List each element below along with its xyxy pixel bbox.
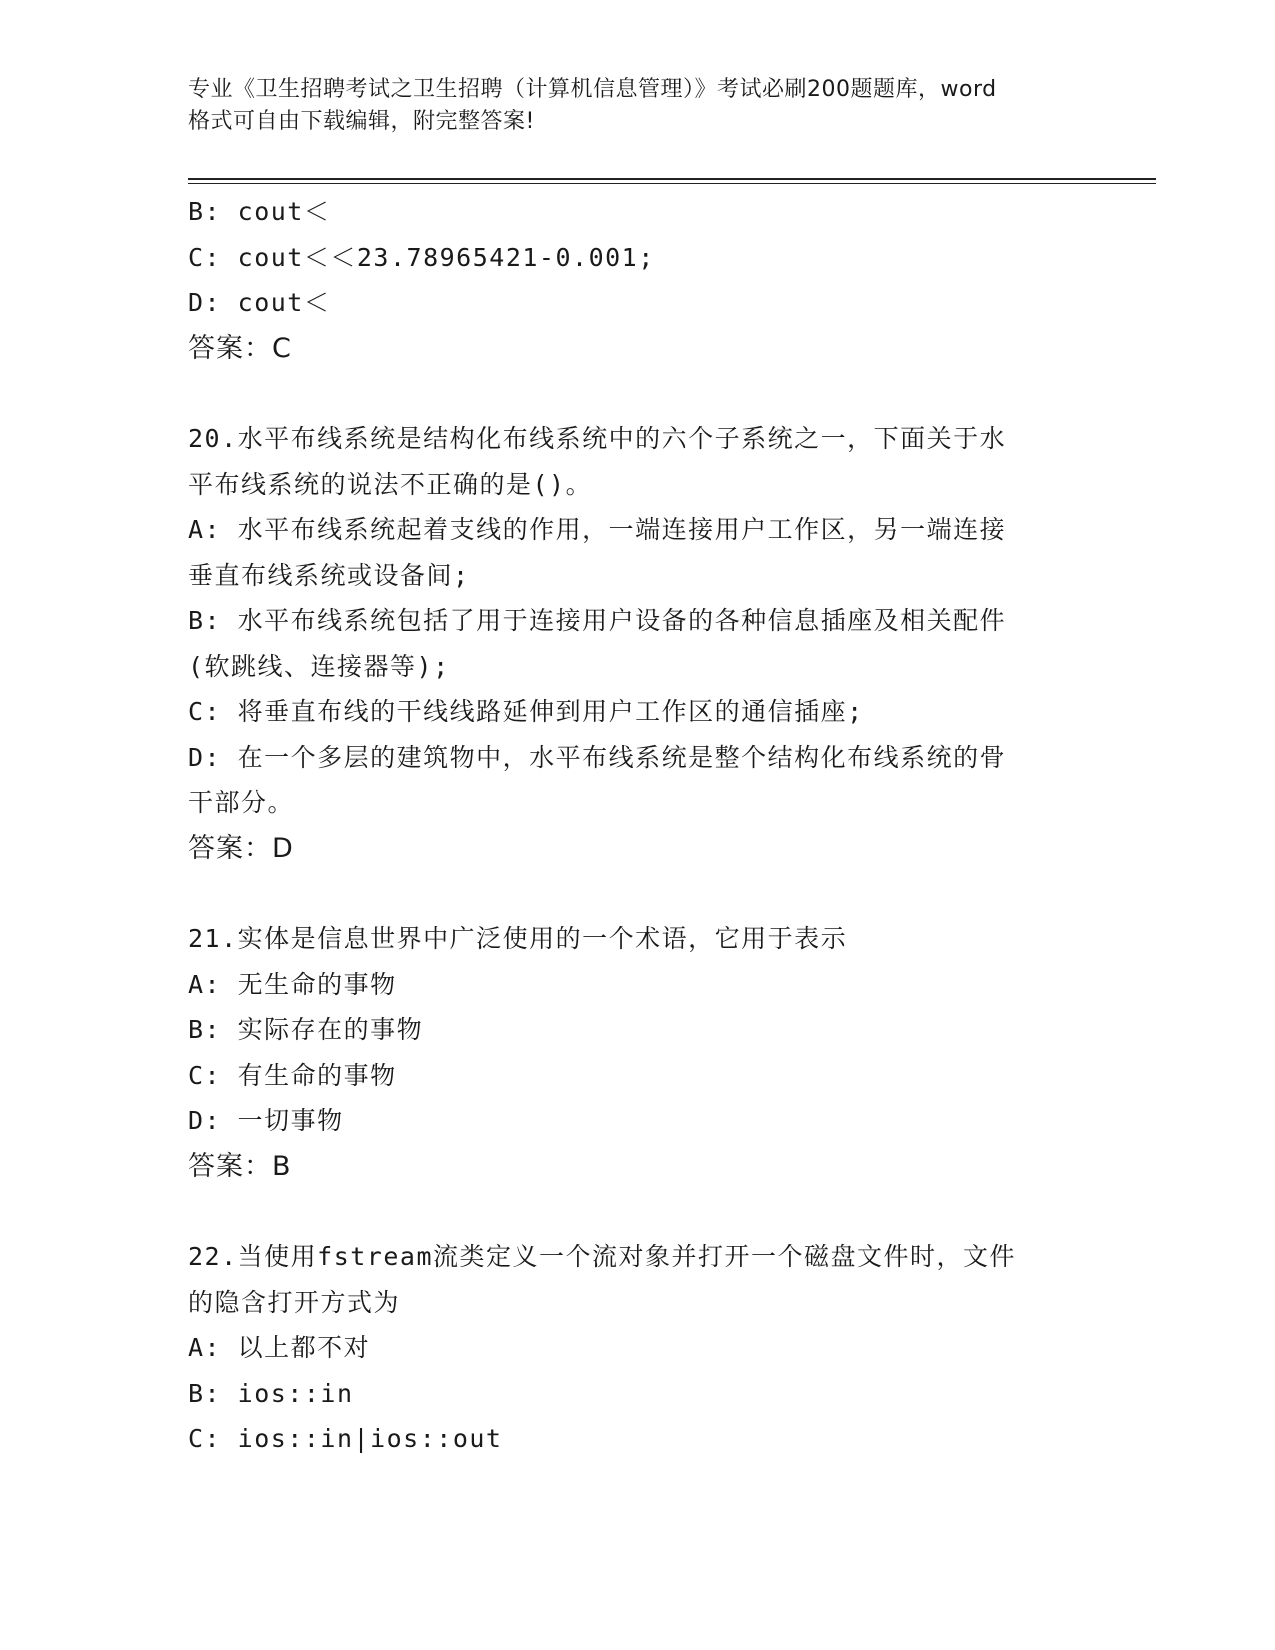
option-b: B: ios::in: [188, 1378, 354, 1408]
option-a-cont: 垂直布线系统或设备间;: [188, 560, 470, 590]
option-c: C: ios::in|ios::out: [188, 1424, 503, 1453]
option-d: D: cout＜: [188, 288, 331, 317]
answer-line: 答案：C: [188, 332, 292, 364]
option-d: D: 一切事物: [188, 1106, 344, 1135]
option-c: C: 将垂直布线的干线线路延伸到用户工作区的通信插座;: [188, 697, 864, 726]
header-divider-thick: [188, 178, 1156, 180]
question-stem: 21.实体是信息世界中广泛使用的一个术语，它用于表示: [188, 924, 848, 953]
spacer: [188, 871, 1088, 916]
header-title-line1: 专业《卫生招聘考试之卫生招聘（计算机信息管理）》考试必刷200题题库，word: [188, 77, 997, 102]
option-d: D: 在一个多层的建筑物中，水平布线系统是整个结构化布线系统的骨: [188, 742, 1007, 772]
option-a: A: 以上都不对: [188, 1333, 371, 1362]
answer-line: 答案：D: [188, 832, 294, 864]
question-stem-cont: 的隐含打开方式为: [188, 1287, 401, 1317]
question-list: [188, 189, 1088, 1462]
question-22: [188, 1234, 1088, 1462]
spacer: [188, 371, 1088, 416]
header-title-line2: 格式可自由下载编辑，附完整答案!: [188, 109, 535, 134]
spacer: [188, 1189, 1088, 1234]
option-b: B: 水平布线系统包括了用于连接用户设备的各种信息插座及相关配件: [188, 606, 1007, 635]
option-b: B: 实际存在的事物: [188, 1015, 424, 1044]
document-header: [188, 74, 1088, 138]
option-c: C: 有生命的事物: [188, 1060, 397, 1090]
question-stem: 22.当使用fstream流类定义一个流对象并打开一个磁盘文件时，文件: [188, 1242, 1017, 1271]
option-b: B: cout＜: [188, 197, 331, 226]
option-c: C: cout＜＜23.78965421-0.001;: [188, 242, 655, 272]
option-a: A: 水平布线系统起着支线的作用，一端连接用户工作区，另一端连接: [188, 515, 1007, 544]
option-d-cont: 干部分。: [188, 788, 295, 817]
question-21: [188, 916, 1088, 1189]
question-19-tail: [188, 189, 1088, 371]
question-stem-cont: 平布线系统的说法不正确的是()。: [188, 469, 593, 499]
header-divider-thin: [188, 183, 1156, 184]
question-20: [188, 416, 1088, 871]
question-stem: 20.水平布线系统是结构化布线系统中的六个子系统之一，下面关于水: [188, 424, 1007, 453]
option-b-cont: (软跳线、连接器等);: [188, 651, 450, 681]
answer-line: 答案：B: [188, 1150, 292, 1182]
option-a: A: 无生命的事物: [188, 969, 397, 999]
